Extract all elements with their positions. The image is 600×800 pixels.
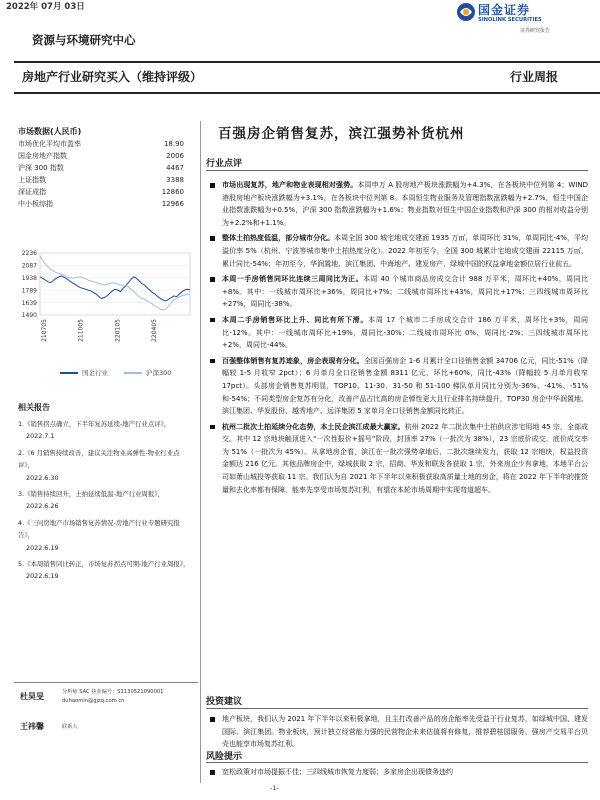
bullet-point: 本周一手房销售同环比连续三周同比为正。本周 40 个城市商品房成交合计 988 万平米，周环比+40%，周同比+8%。其中：一线城市周环比+36%，周同比+7%；二线城市周环比+43%，周同比+17%；三四线城市周环比+27%，周同比-38%。 <box>206 273 588 311</box>
related-reports-title: 相关报告 <box>18 403 50 412</box>
logo-cn-name: 国金证券 <box>478 3 531 17</box>
legend-swatch-industry <box>60 372 78 374</box>
contact-label: 联系人 <box>62 724 78 730</box>
y-tick-label: 1789 <box>21 287 37 295</box>
bullet-point: 整体土拍热度低温，部分城市分化。本周全国 300 城宅地成交建面 1935 万㎡，单周环比 31%，单周同比-4%，平均溢价率 5%（杭州、宁波等城市集中土拍热度分化）。2022 年初至今，全国 300 城累计宅地成交建面 22115 万㎡，累计同比-54%；年初至今，华润置地、滨江集团、中海地产、建发房产、绿城中国的权益拿地金额位居行业前五。 <box>206 232 588 270</box>
market-data-title: 市场数据(人民币) <box>18 127 82 136</box>
section-title-review: 行业点评 <box>206 159 243 169</box>
investment-bullets <box>206 713 588 754</box>
review-bullets <box>206 179 588 499</box>
related-report-item[interactable]: 5.《本周销售同比转正，市场复苏拐点可期-地产行业周报》， 2022.6.19 <box>18 560 190 581</box>
series-line-1 <box>40 256 190 310</box>
market-row: 市场优化平均市盈率 18.90 <box>18 140 184 148</box>
report-title: 房地产行业研究买入（维持评级） <box>22 70 203 84</box>
y-tick-label: 2236 <box>21 250 37 258</box>
y-tick-label: 2087 <box>21 262 37 270</box>
related-reports-list <box>18 418 194 587</box>
chart-legend <box>60 368 171 377</box>
market-row: 中小板综指 12966 <box>18 200 184 208</box>
analyst-name: 杜昊旻 <box>20 692 44 701</box>
related-report-item[interactable]: 4.《三问房地产市场销售复苏情况-房地产行业专题研究报告》， 2022.6.19 <box>18 518 180 552</box>
market-data-table <box>18 138 184 210</box>
section-title-investment: 投资建议 <box>206 697 243 707</box>
header-divider-top <box>14 61 600 63</box>
market-row: 国金房地产指数 2006 <box>18 152 184 160</box>
y-tick-label: 1490 <box>21 312 37 320</box>
y-tick-label: 1639 <box>21 299 37 307</box>
bullet-point: 市场出现复苏，地产和物业表现相对强势。本周申万 A 股房地产板块涨跌幅为+4.3%，在各板块中位列第 4；WIND 港股房地产板块涨跌幅为+3.1%，在各板块中位列第 8。本周恒生物业服务及管理指数涨跌幅为+2.7%，恒生中国企业指数涨跌幅为+0.5%，沪深 300 指数涨跌幅为+1.6%；物业指数对恒生中国企业指数和沪深 300 的相对收益分别为+2.2%和+1.1%。 <box>206 179 588 229</box>
x-tick-label: 210705 <box>41 319 48 342</box>
bullet-point: 杭州二批次土拍延续分化态势，本土民企滨江成最大赢家。杭州 2022 年二批次集中土拍供应涉宅用地 45 宗，全部成交。其中 12 宗地块触顶进入“一次性报价+摇号”阶段，封顶率 27%（一批次为 38%），23 宗底价成交，底价成交率为 51%（一批次为 45%）。从拿地房企看，滨江在一批次强势拿地后，二批次继续发力，获取 12 宗地块，权益投资金额达 216 亿元。其他品牌房企中，绿城获取 2 宗，招商、华发和联发各获取 1 宗，外来房企少有拿地，本地平台公司如萧山城投等获取 11 宗。我们认为自 2021 年下半年以来积极获取高质量土地的房企，将在 2022 年下半年的推货量和去化率都有保障，能率先享受市场复苏红利，有望在本轮市场周期中实现弯道超车。 <box>206 421 588 497</box>
x-tick-label: 211005 <box>77 319 85 342</box>
report-date: 2022年 07月 03日 <box>6 2 85 12</box>
series-line-0 <box>40 276 190 301</box>
x-tick-label: 220405 <box>151 319 158 342</box>
section-divider <box>206 708 588 709</box>
y-tick-label: 1938 <box>21 275 37 282</box>
risk-bullets <box>206 766 588 782</box>
related-report-item[interactable]: 3.《销售持续回升，土拍延续低温-地产行业周报》， 2022.6.26 <box>18 490 164 511</box>
bullet-point: 百强整体销售有复苏迹象，房企表现有分化。全国百强房企 1-6 月累计全口径销售金额 34706 亿元，同比-51%（降幅较 1-5 月收窄 2pct）；6 月单月全口径销售金额 8311 亿元，环比+60%，同比-43%（降幅较 5 月单月收窄 17pct）。头部房企销售复苏明显，TOP10、11-30、31-50 和 51-100 梯队单月同比分别为-36%、-41%、-51%和-54%；不同类型房企复苏有分化，改善产品占比高的房企弹性更大且行业排名持续提升，TOP30 房企中华润置地、滨江集团、华发股份、越秀地产、远洋集团 5 家单月全口径销售金额同比转正。 <box>206 355 588 418</box>
contact-name: 王祎馨 <box>20 722 44 731</box>
research-center: 资源与环境研究中心 <box>32 33 136 47</box>
section-divider <box>206 762 588 763</box>
related-report-item[interactable]: 2.《6 月销售持续改善，建议关注物业高弹性-物业行业点评》， 2022.6.30 <box>18 448 180 482</box>
market-row: 上证指数 3388 <box>18 176 184 184</box>
header-divider-bottom <box>14 92 600 94</box>
chart-frame <box>40 253 190 315</box>
analyst-email[interactable]: duhaomin@gjzq.com.cn <box>62 697 125 704</box>
market-row: 沪深 300 指数 4467 <box>18 164 184 172</box>
section-title-risk: 风险提示 <box>206 752 243 762</box>
related-report-item[interactable]: 1.《销售拐点确立，下半年复苏延续-地产行业点评》， 2022.7.1 <box>18 420 171 441</box>
legend-swatch-hs300 <box>124 372 142 374</box>
page-number: -1- <box>270 784 279 792</box>
logo-subtitle: 证券研究报告 <box>520 28 551 34</box>
bullet-point: 本周二手房销售环比上升、同比有所下滑。本周 17 个城市二手房成交合计 186 万平米，周环比+3%，周同比-12%。其中：一线城市周环比+19%，周同比-30%；二线城市周环比 0%，周同比-2%；三四线城市周环比+2%，周同比-44%。 <box>206 314 588 352</box>
analyst-info <box>62 688 163 705</box>
column-divider <box>200 121 201 783</box>
report-type: 行业周报 <box>510 70 559 84</box>
market-row: 深证成指 12860 <box>18 188 184 196</box>
x-tick-label: 220105 <box>114 319 122 342</box>
legend-label-hs300: 沪深300 <box>146 369 172 377</box>
logo-en-name: SINOLINK SECURITIES <box>478 17 542 23</box>
bullet-point: 地产板块，我们认为 2021 年下半年以来积极拿地，且主打改善产品的房企能率先受益于行业复苏，如绿城中国、建发国际、滨江集团。物业板块，预计独立经营能力强的民营物企未来估值将有修复，推荐碧桂园服务、强房产交易平台贝壳也能享市场复苏红利。 <box>206 713 588 751</box>
main-title: 百强房企销售复苏，滨江强势补货杭州 <box>218 126 465 142</box>
analyst-divider <box>14 682 198 683</box>
index-line-chart <box>14 247 198 359</box>
analyst-title: 分析师 SAC 执业编号：S1130521090001 <box>62 689 164 695</box>
legend-label-industry: 国金行业 <box>82 369 108 377</box>
section-divider <box>206 170 588 171</box>
bullet-point: 宽松政策对市场提振不佳；三四线城市恢复力度弱；多家房企出现债务违约 <box>206 766 588 779</box>
